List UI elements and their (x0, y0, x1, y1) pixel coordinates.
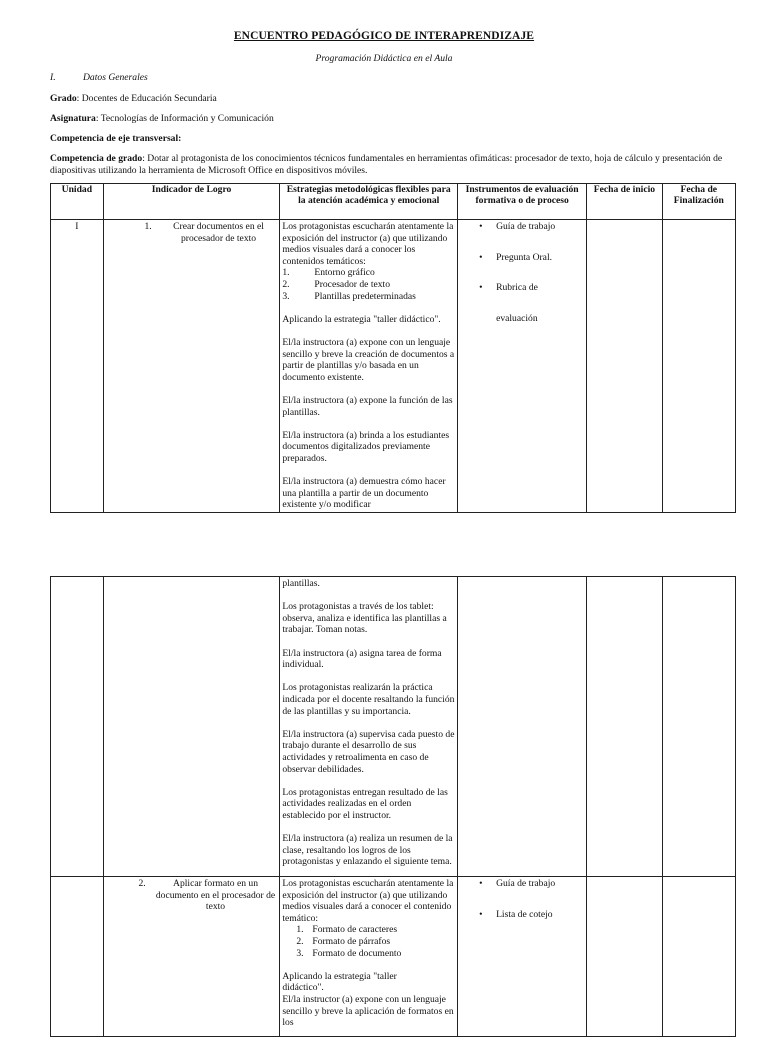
subject-line (50, 113, 730, 125)
planning-table-part-2 (50, 576, 736, 1037)
indicator-text: Aplicar formato en un documento en el procesador de texto (155, 878, 276, 913)
strategy-intro: Los protagonistas escucharán atentamente la exposición del instructor (a) que utilizando medios visuales dará a conocer el contenido temático: (282, 878, 454, 924)
bullet-icon: • (479, 878, 483, 889)
list-item: 2. Formato de párrafos (296, 935, 391, 947)
strategy-paragraph: Aplicando la estrategia "taller didáctico". (282, 970, 397, 994)
strategy-intro: Los protagonistas escucharán atentamente la exposición del instructor (a) que utilizando medios visuales dará a conocer los contenidos temáticos: (282, 221, 454, 267)
end-date-cell (662, 577, 735, 877)
document-subtitle: Programación Didáctica en el Aula (315, 53, 453, 64)
strategy-paragraph: El/la instructora (a) expone con un lenguaje sencillo y breve la creación de documentos a partir de plantillas y/o basada en un documento existente. (282, 336, 455, 383)
strategy-paragraph: El/la instructora (a) expone la función de las plantillas. (282, 394, 453, 418)
subject-label: Asignatura (50, 113, 96, 124)
instruments-list (460, 878, 584, 920)
table-row (51, 577, 736, 877)
header-strategies: Estrategias metodológicas flexibles para la atención académica y emocional (280, 184, 458, 220)
strategy-paragraph: El/la instructora (a) demuestra cómo hacer una plantilla a partir de un documento existente y/o modificar (282, 476, 446, 511)
topics-list (282, 924, 455, 959)
strategies-cell (280, 220, 458, 513)
strategy-paragraph: Los protagonistas entregan resultado de las actividades realizadas en el orden establecido por el instructor. (282, 786, 448, 821)
indicator-text: Crear documentos en el procesador de texto (173, 221, 264, 244)
list-item: 3. Plantillas predeterminadas (282, 290, 416, 302)
start-date-cell (587, 877, 662, 1037)
section-number: I. (50, 72, 56, 83)
unit-cell (51, 577, 104, 877)
list-item: • Pregunta Oral. (479, 251, 553, 263)
instruments-cell (458, 220, 587, 513)
indicator-cell (103, 220, 280, 513)
strategy-paragraph: Aplicando la estrategia "taller didáctico". (282, 313, 441, 325)
table-row (51, 220, 736, 513)
section-label: Datos Generales (83, 72, 148, 83)
strategy-paragraph: Los protagonistas a través de los tablet: observa, analiza e identifica las plantillas a trabajar. Toman notas. (282, 601, 447, 636)
start-date-cell (587, 577, 662, 877)
instruments-cell (458, 577, 587, 877)
bullet-icon: • (479, 282, 483, 294)
end-date-cell (662, 877, 735, 1037)
planning-table-part-1 (50, 183, 736, 513)
indicator-number: 1. (144, 221, 152, 232)
strategy-paragraph: El/la instructora (a) realiza un resumen de la clase, resaltando los logros de los protagonistas y enlazando el siguiente tema. (282, 833, 453, 868)
indicator-cell (103, 877, 280, 1037)
indicator-number: 2. (138, 878, 146, 889)
bullet-icon: • (479, 251, 483, 263)
strategy-paragraph: El/la instructora (a) brinda a los estudiantes documentos digitalizados previamente preparados. (282, 429, 450, 464)
subject-value: : Tecnologías de Información y Comunicación (95, 113, 274, 124)
list-item: 1. Formato de caracteres (296, 924, 398, 936)
list-item: • Rubrica de (479, 282, 538, 294)
header-instruments: Instrumentos de evaluación formativa o de proceso (458, 184, 587, 220)
list-item: 1. Entorno gráfico (282, 267, 375, 279)
header-end-date: Fecha de Finalización (662, 184, 735, 220)
instrument-continuation: evaluación (496, 312, 538, 324)
strategy-paragraph: El/la instructora (a) asigna tarea de forma individual. (282, 647, 442, 671)
strategy-paragraph: Los protagonistas realizarán la práctica indicada por el docente resaltando la función de las plantillas y su importancia. (282, 682, 455, 717)
transversal-label: Competencia de eje transversal: (50, 133, 182, 144)
topics-list (282, 267, 455, 302)
indicator-cell (103, 577, 280, 877)
header-indicator: Indicador de Logro (103, 184, 280, 220)
strategies-cell (280, 577, 458, 877)
competence-line (50, 153, 730, 176)
competence-value: : Dotar al protagonista de los conocimientos técnicos fundamentales en herramientas ofimáticas: procesador de texto, hoja de cálculo y presentación de diapositivas utilizando la herramienta de Microsoft Office en dispositivos móviles. (50, 153, 723, 176)
section-heading (50, 72, 730, 84)
header-unit: Unidad (51, 184, 104, 220)
list-item: • Guía de trabajo (479, 221, 556, 232)
bullet-icon: • (479, 221, 483, 232)
start-date-cell (587, 220, 662, 513)
list-item: • Lista de cotejo (479, 908, 553, 920)
list-item: • Guía de trabajo (479, 878, 556, 889)
end-date-cell (662, 220, 735, 513)
strategy-paragraph: plantillas. (282, 578, 320, 589)
table-header-row (51, 184, 736, 220)
transversal-line (50, 133, 730, 145)
strategy-paragraph: El/la instructor (a) expone con un lenguaje sencillo y breve la aplicación de formatos en los (282, 993, 454, 1029)
grade-line (50, 93, 730, 105)
instruments-cell (458, 877, 587, 1037)
list-item: 3. Formato de documento (296, 947, 402, 959)
list-item: 2. Procesador de texto (282, 278, 391, 290)
grade-label: Grado (50, 93, 77, 104)
grade-value: : Docentes de Educación Secundaria (76, 93, 217, 104)
strategies-cell (280, 877, 458, 1037)
bullet-icon: • (479, 908, 483, 920)
competence-label: Competencia de grado (50, 153, 143, 164)
table-row (51, 877, 736, 1037)
unit-cell (51, 877, 104, 1037)
strategy-paragraph: El/la instructora (a) supervisa cada puesto de trabajo durante el desarrollo de sus actividades y retroalimenta en caso de observar debilidades. (282, 728, 455, 775)
unit-cell: I (51, 220, 104, 513)
document-title: ENCUENTRO PEDAGÓGICO DE INTERAPRENDIZAJE (233, 30, 535, 42)
instruments-list (460, 221, 584, 294)
header-start-date: Fecha de inicio (587, 184, 662, 220)
